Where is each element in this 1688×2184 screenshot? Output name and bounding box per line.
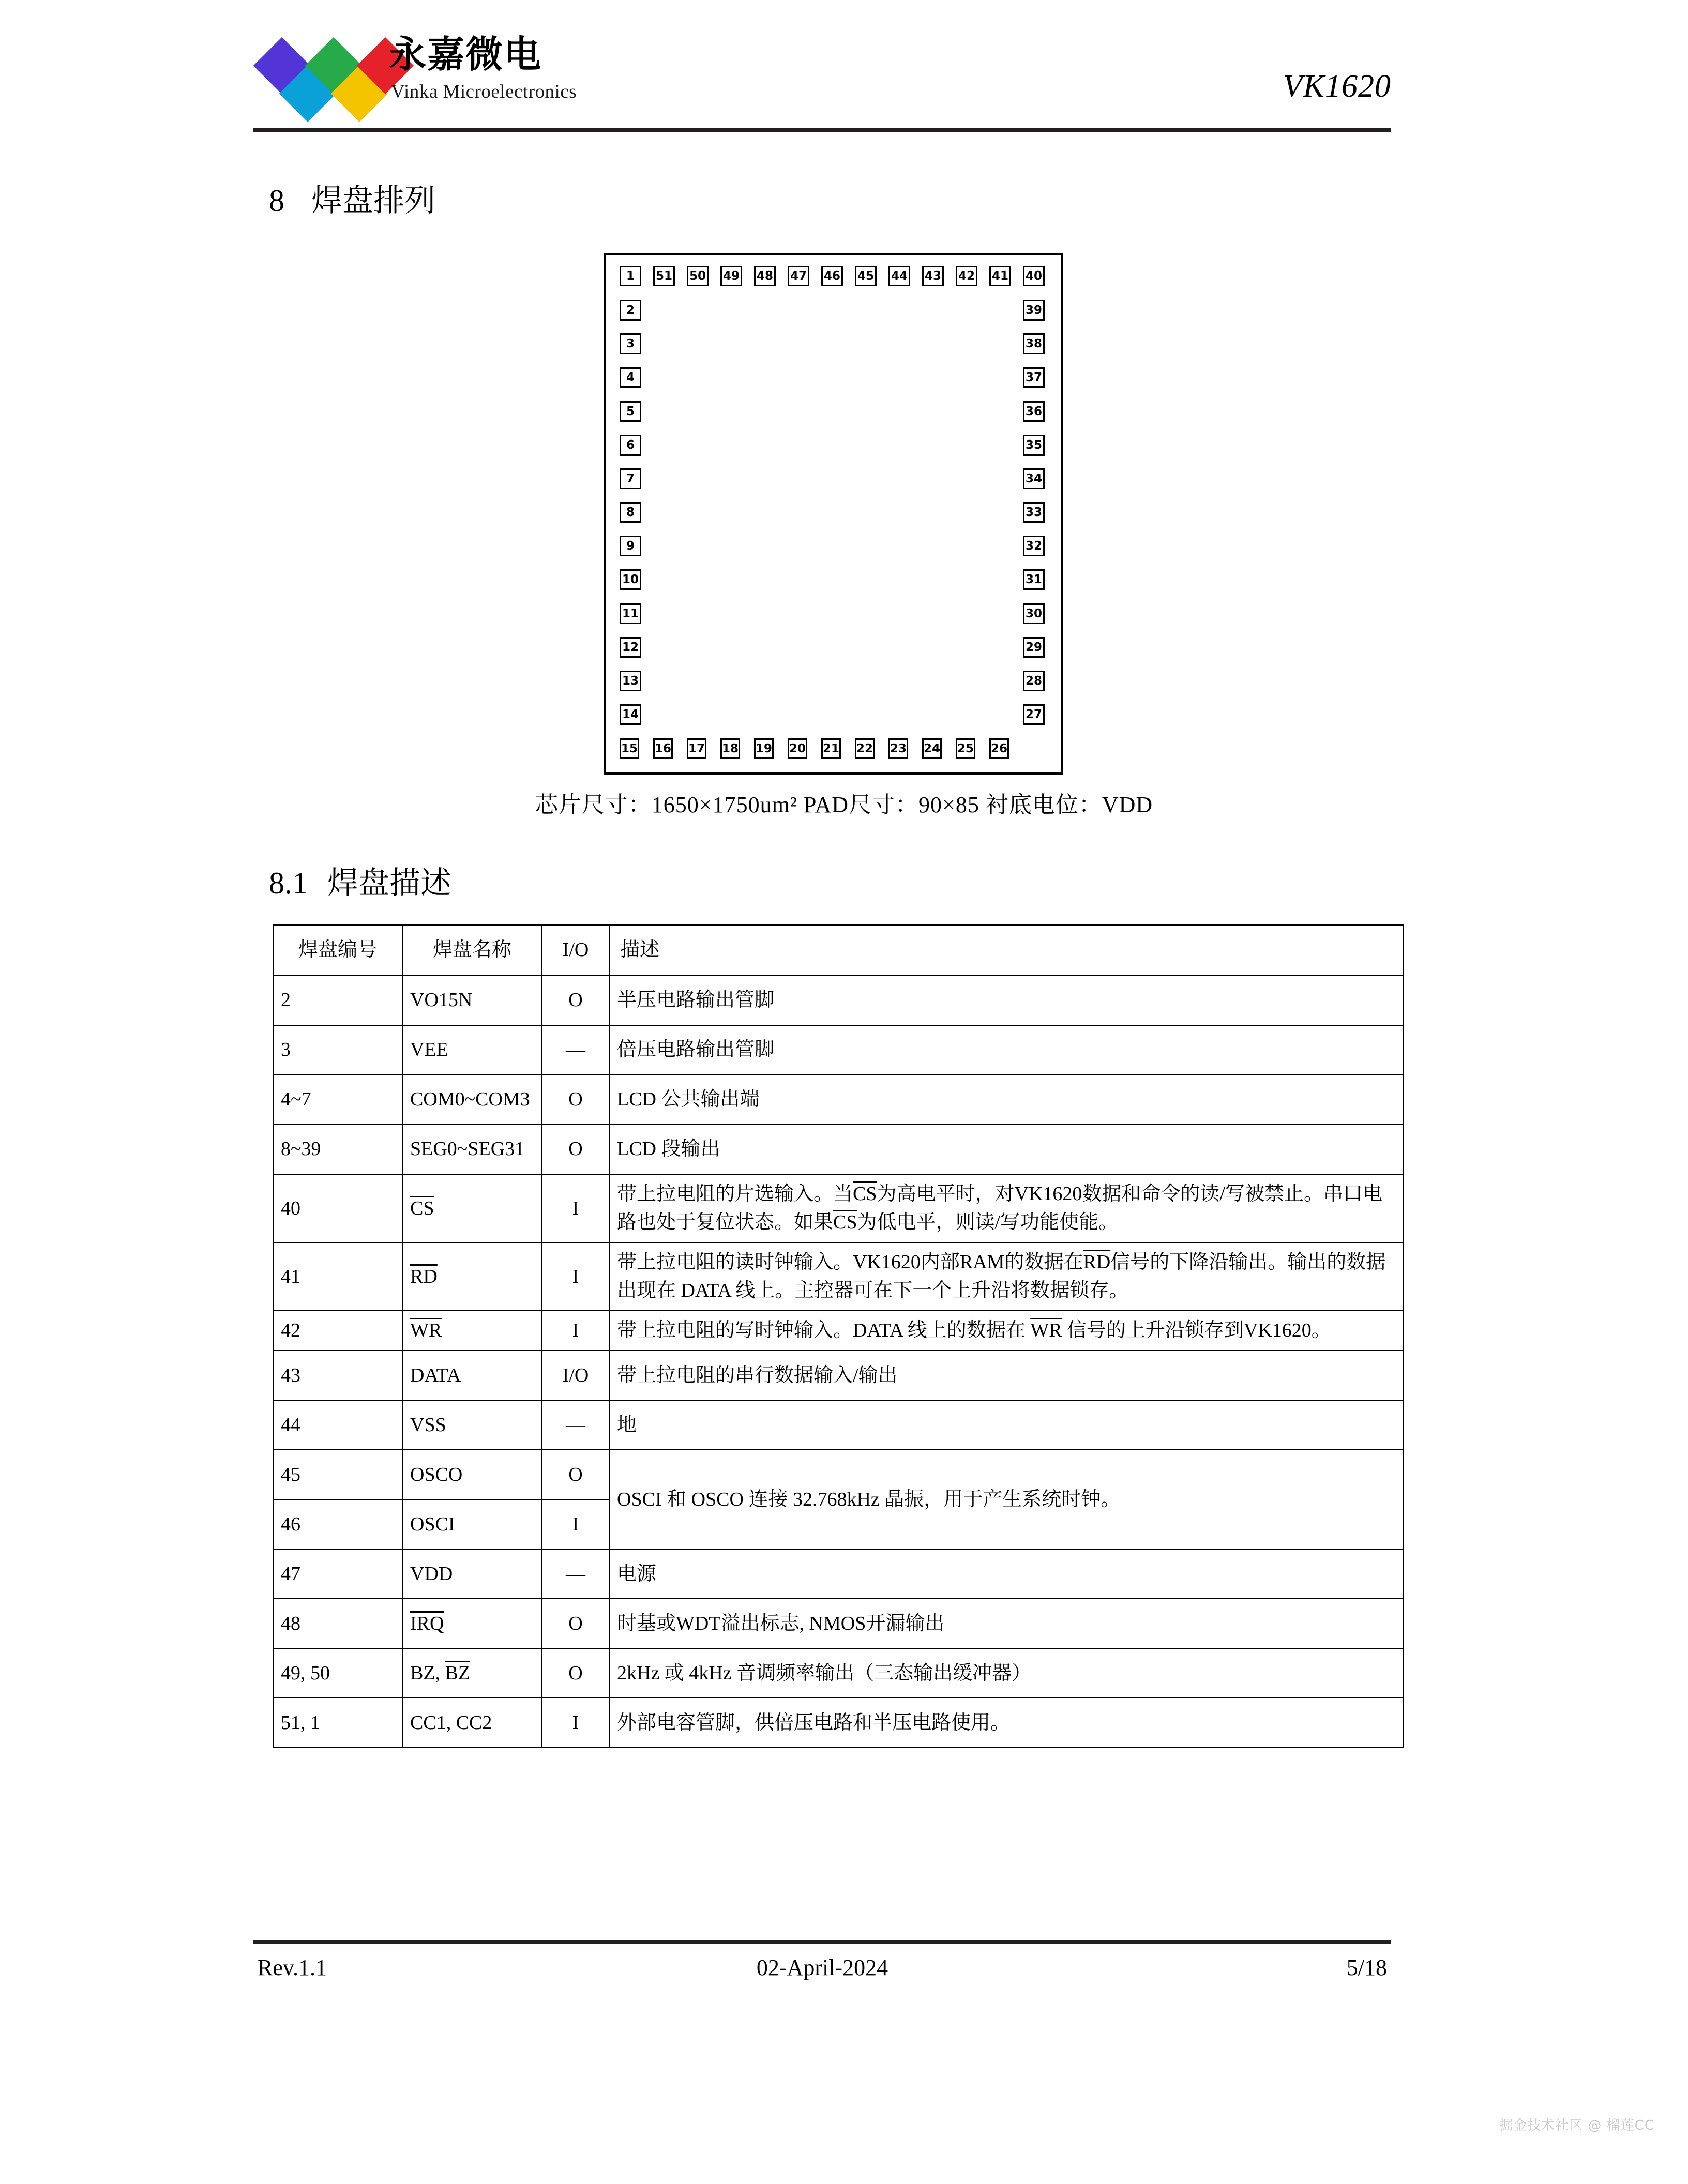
section-number: 8.1 [269,866,308,900]
pad-24: 24 [922,738,942,759]
pad-16: 16 [653,738,673,759]
cell-io: — [542,1025,609,1075]
column-header-pad-name: 焊盘名称 [402,925,542,976]
cell-pad-number: 49, 50 [273,1648,402,1698]
pad-21: 21 [821,738,841,759]
cell-pad-name [402,1311,542,1351]
page-header [253,31,1391,129]
logo-diamonds-icon [259,36,388,114]
pad-46: 46 [821,266,843,286]
pad-47: 47 [788,266,809,286]
pad-15: 15 [620,738,639,759]
pad-42: 42 [956,266,977,286]
logo-company-name-cn: 永嘉微电 [389,33,542,76]
cell-io: I/O [542,1351,609,1400]
cell-io: I [542,1499,609,1549]
cell-io: I [542,1242,609,1311]
pad-27: 27 [1023,704,1045,725]
pad-5: 5 [620,401,641,422]
cell-description: 2kHz 或 4kHz 音调频率输出（三态输出缓冲器） [609,1648,1403,1698]
cell-pad-number: 2 [273,976,402,1025]
cell-io: O [542,1599,609,1648]
cell-description: 电源 [609,1549,1403,1599]
cell-description: 地 [609,1400,1403,1450]
watermark: 掘金技术社区 @ 榴莲CC [1499,2118,1654,2133]
cell-pad-name: DATA [402,1351,542,1400]
pad-9: 9 [620,536,641,556]
pad-2: 2 [620,300,641,321]
cell-io: I [542,1311,609,1351]
pad-12: 12 [620,637,641,658]
pad-41: 41 [989,266,1011,286]
cell-pad-name: OSCI [402,1499,542,1549]
pad-50: 50 [687,266,709,286]
table-row [273,1125,1403,1174]
pad-28: 28 [1023,671,1045,691]
table-row [273,976,1403,1025]
cell-description: LCD 公共输出端 [609,1075,1403,1125]
column-header-io: I/O [542,925,609,976]
cell-io: — [542,1549,609,1599]
cell-io: O [542,1075,609,1125]
pad-25: 25 [956,738,975,759]
pad-17: 17 [687,738,706,759]
cell-pad-number: 43 [273,1351,402,1400]
cell-io: I [542,1174,609,1242]
cell-description: 带上拉电阻的片选输入。当$\overline{CS}$为高电平时，对VK1620数据和命令的读/写被禁止。串口电路也处于复位状态。如果$\overline{CS}$为低电平，则读/写功能使能。 [609,1174,1403,1242]
pad-6: 6 [620,435,641,456]
diagram-caption: 芯片尺寸：1650×1750um² PAD尺寸：90×85 衬底电位：VDD [535,792,1153,817]
cell-io: O [542,976,609,1025]
table-row [273,1599,1403,1648]
pad-32: 32 [1023,536,1045,556]
pad-18: 18 [720,738,740,759]
pad-description-table [273,924,1404,1748]
pad-35: 35 [1023,435,1045,456]
cell-description: LCD 段输出 [609,1125,1403,1174]
pad-13: 13 [620,671,641,691]
cell-pad-name: OSCO [402,1450,542,1499]
cell-pad-number: 4~7 [273,1075,402,1125]
pad-arrangement-diagram [604,253,1063,775]
table-row [273,1242,1403,1311]
table-header [273,925,1403,976]
pad-45: 45 [855,266,877,286]
cell-pad-name [402,1174,542,1242]
cell-pad-number: 44 [273,1400,402,1450]
table-header-row [273,925,1403,976]
cell-pad-name: VDD [402,1549,542,1599]
cell-pad-number: 42 [273,1311,402,1351]
cell-description: 外部电容管脚，供倍压电路和半压电路使用。 [609,1698,1403,1748]
overline-signal-name: $\overline{RD}$ [410,1265,438,1287]
overline-signal-name: $\overline{IRQ}$ [410,1612,444,1634]
pad-30: 30 [1023,603,1045,624]
cell-pad-number: 46 [273,1499,402,1549]
cell-pad-name: VEE [402,1025,542,1075]
table-row [273,1549,1403,1599]
footer-date: 02-April-2024 [756,1955,888,1980]
cell-pad-name: BZ, $\overline{BZ}$ [402,1648,542,1698]
table-row [273,1025,1403,1075]
cell-pad-number: 51, 1 [273,1698,402,1748]
cell-description: 带上拉电阻的读时钟输入。VK1620内部RAM的数据在$\overline{RD}$信号的下降沿输出。输出的数据出现在 DATA 线上。主控器可在下一个上升沿将数据锁存。 [609,1242,1403,1311]
pad-4: 4 [620,367,641,388]
pad-34: 34 [1023,468,1045,489]
cell-pad-number: 8~39 [273,1125,402,1174]
section-number: 8 [269,184,284,218]
table-row [273,1648,1403,1698]
table-row [273,1075,1403,1125]
pad-29: 29 [1023,637,1045,658]
page-footer [253,1954,1391,1991]
cell-pad-name: CC1, CC2 [402,1698,542,1748]
cell-io: O [542,1125,609,1174]
overline-signal-name: $\overline{CS}$ [853,1183,877,1205]
footer-page-number: 5/18 [1346,1955,1387,1980]
cell-pad-name: COM0~COM3 [402,1075,542,1125]
pad-51: 51 [653,266,675,286]
company-logo [253,31,595,119]
cell-description-merged: OSCI 和 OSCO 连接 32.768kHz 晶振，用于产生系统时钟。 [609,1450,1403,1549]
pad-3: 3 [620,333,641,354]
overline-signal-name: $\overline{RD}$ [1083,1251,1111,1273]
cell-description: 半压电路输出管脚 [609,976,1403,1025]
cell-pad-number: 41 [273,1242,402,1311]
pad-22: 22 [855,738,875,759]
pad-10: 10 [620,569,641,590]
pad-23: 23 [888,738,908,759]
section-title: 焊盘描述 [327,866,451,900]
pad-37: 37 [1023,367,1045,388]
cell-pad-number: 40 [273,1174,402,1242]
table-row [273,1400,1403,1450]
footer-revision: Rev.1.1 [258,1955,327,1980]
cell-pad-number: 47 [273,1549,402,1599]
table-row [273,1174,1403,1242]
section-title: 焊盘排列 [311,184,435,218]
cell-description: 带上拉电阻的串行数据输入/输出 [609,1351,1403,1400]
cell-pad-name: VSS [402,1400,542,1450]
column-header-description: 描述 [609,925,1403,976]
pad-8: 8 [620,502,641,523]
pad-14: 14 [620,704,641,725]
table-body [273,976,1403,1748]
cell-io: O [542,1450,609,1499]
table-row [273,1311,1403,1351]
overline-signal-name: $\overline{BZ}$ [445,1662,471,1684]
pad-40: 40 [1023,266,1045,286]
pad-48: 48 [754,266,776,286]
logo-company-name-en: Vinka Microelectronics [391,81,577,102]
pad-39: 39 [1023,300,1045,321]
pad-44: 44 [888,266,910,286]
table-row [273,1450,1403,1499]
pad-11: 11 [620,603,641,624]
cell-pad-number: 3 [273,1025,402,1075]
pad-7: 7 [620,468,641,489]
overline-signal-name: $\overline{CS}$ [410,1197,434,1219]
section-heading-8 [269,176,435,220]
cell-pad-name: VO15N [402,976,542,1025]
cell-description: 时基或WDT溢出标志, NMOS开漏输出 [609,1599,1403,1648]
cell-pad-number: 48 [273,1599,402,1648]
table-row [273,1351,1403,1400]
cell-pad-name [402,1599,542,1648]
document-title: VK1620 [1283,69,1391,104]
cell-io: O [542,1648,609,1698]
cell-io: — [542,1400,609,1450]
cell-description: 带上拉电阻的写时钟输入。DATA 线上的数据在 $\overline{WR}$ 信号的上升沿锁存到VK1620。 [609,1311,1403,1351]
cell-pad-name [402,1242,542,1311]
section-heading-8-1 [269,858,451,903]
cell-pad-number: 45 [273,1450,402,1499]
pad-19: 19 [754,738,774,759]
table-row [273,1698,1403,1748]
pad-38: 38 [1023,333,1045,354]
pad-33: 33 [1023,502,1045,523]
pad-31: 31 [1023,569,1045,590]
overline-signal-name: $\overline{WR}$ [1030,1320,1062,1342]
overline-signal-name: $\overline{WR}$ [410,1320,442,1342]
header-divider [253,128,1391,132]
pad-36: 36 [1023,401,1045,422]
pad-20: 20 [788,738,807,759]
pad-26: 26 [989,738,1009,759]
pad-49: 49 [720,266,742,286]
cell-pad-name: SEG0~SEG31 [402,1125,542,1174]
cell-io: I [542,1698,609,1748]
footer-divider [253,1940,1391,1944]
pad-1: 1 [620,266,641,286]
cell-description: 倍压电路输出管脚 [609,1025,1403,1075]
pad-43: 43 [922,266,944,286]
column-header-pad-number: 焊盘编号 [273,925,402,976]
overline-signal-name: $\overline{CS}$ [833,1211,857,1234]
